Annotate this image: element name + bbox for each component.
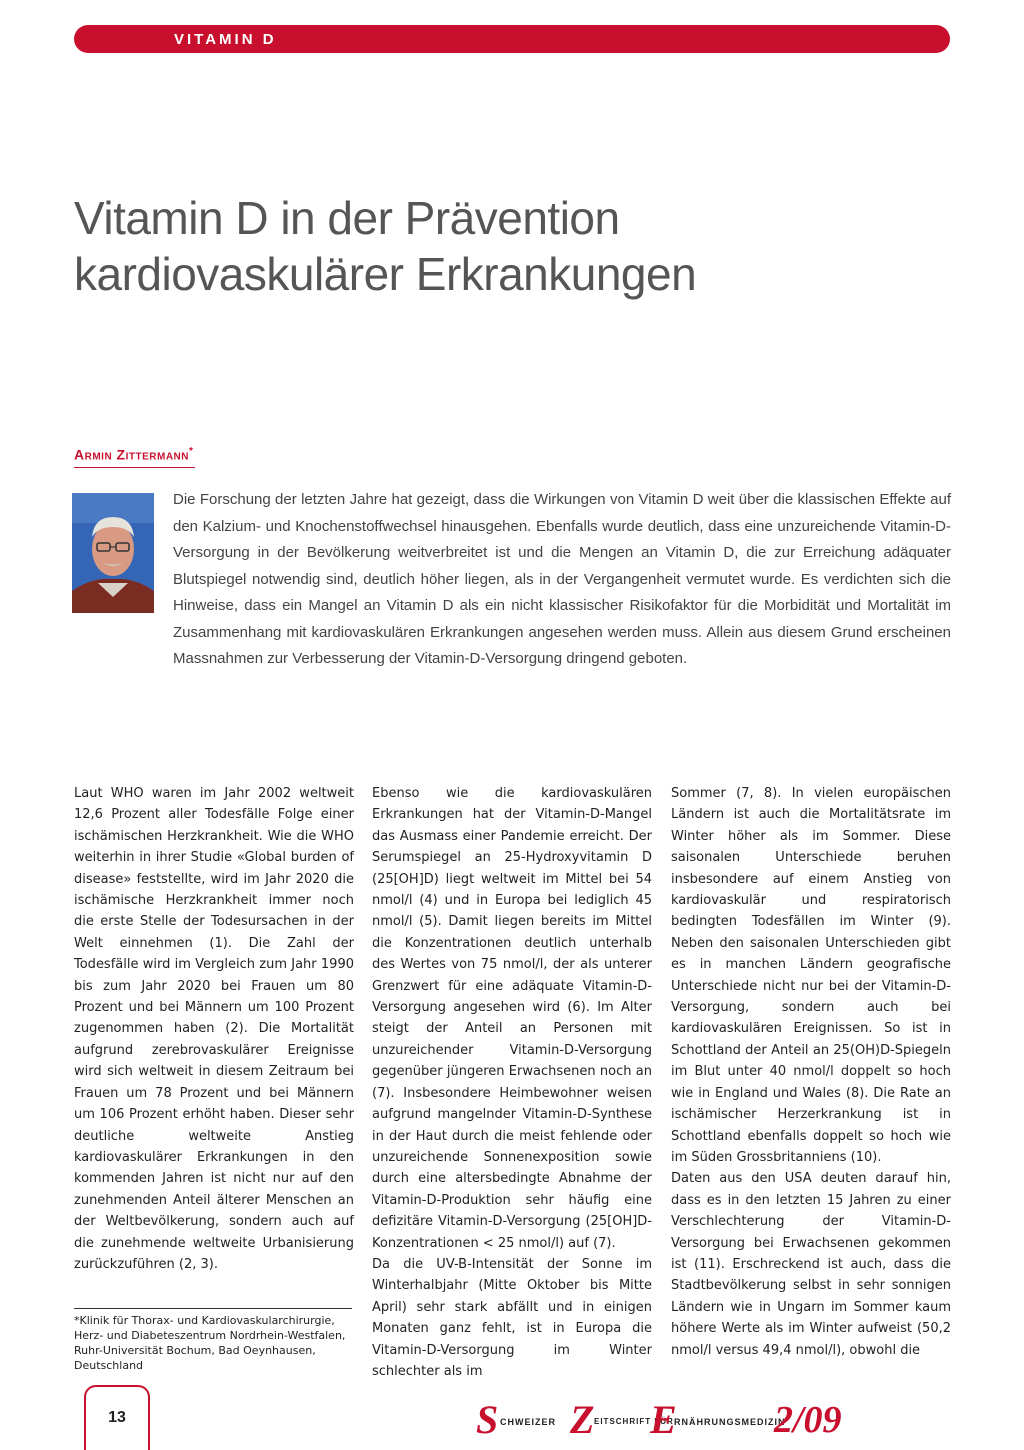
article-title [74,190,974,302]
title-line-1: Vitamin D in der Prävention [74,192,620,244]
journal-letter-s: S [476,1397,499,1442]
body-paragraph: Daten aus den USA deuten darauf hin, dass es in den letzten 15 Jahren zu einer Verschlechterung der Vitamin-D-Versorgung bei Erwachsenen gekommen ist (11). Erschreckend ist auch, dass die Stadtbevölkerung selbst in sehr sonnigen Ländern wie in Ungarn im Sommer kaum höhere Werte als im Winter aufweist (50,2 nmol/l versus 49,4 nmol/l), obwohl die [671,1171,951,1358]
body-paragraph: Laut WHO waren im Jahr 2002 weltweit 12,6 Prozent aller Todesfälle Folge einer ischämischen Herzkrankheit. Wie die WHO weiterhin in ihrer Studie «Global burden of disease» feststellte, wird im Jahr 2020 die ischämische Herzkrankheit immer noch die erste Stelle der Todesursachen in der Welt einnehmen (1). Die Zahl der Todesfälle wird im Vergleich zum Jahr 1990 bis zum Jahr 2020 bei Frauen um 80 Prozent und bei Männern um 100 Prozent zugenommen haben (2). Die Mortalität aufgrund zerebrovaskulärer Ereignisse wird sich weltweit in diesem Zeitraum bei Frauen um 78 Prozent und bei Männern um 106 Prozent erhöht haben. Dieser sehr deutliche weltweite Anstieg kardiovaskulärer Erkrankungen in den kommenden Jahren ist nicht nur auf den zunehmenden Anteil älterer Menschen an der Weltbevölkerung, sondern auch auf die zunehmende weltweite Urbanisierung zurückzuführen (2, 3). [74,786,354,1272]
journal-word-2: EITSCHRIFT FÜR [594,1417,674,1426]
journal-word-3: RNÄHRUNGSMEDIZIN [674,1417,786,1427]
page-number-box [84,1385,150,1450]
body-paragraph: Sommer (7, 8). In vielen europäischen Ländern ist auch die Mortalitätsrate im Winter höher als im Sommer. Diese saisonalen Unterschiede beruhen insbesondere auf einem Anstieg von kardiovaskulär und respiratorisch bedingten Todesfällen im Winter (9). Neben den saisonalen Unterschieden gibt es in manchen Ländern geografische Unterschiede nicht nur bei der Vitamin-D-Versorgung, sondern auch bei kardiovaskulären Ereignissen. So ist in Schottland der Anteil an 25(OH)D-Spiegeln im Blut unter 40 nmol/l doppelt so hoch wie in England und Wales (8). Die Rate an ischämischer Herzerkrankung ist in Schottland ebenfalls doppelt so hoch wie im Süden Grossbritanniens (10). [671,786,951,1165]
journal-logo [476,1398,956,1444]
journal-issue: 2/09 [774,1399,842,1441]
journal-letter-z: Z [570,1397,595,1442]
body-column-2 [372,783,652,1382]
author-footnote-mark: * [189,446,194,457]
body-paragraph: Ebenso wie die kardiovaskulären Erkrankungen hat der Vitamin-D-Mangel das Ausmass einer Pandemie erreicht. Der Serumspiegel an 25-Hydroxyvitamin D (25[OH]D) liegt weltweit im Mittel bei 54 nmol/l (4) und in Europa bei lediglich 45 nmol/l (5). Damit liegen bereits im Mittel die Konzentrationen deutlich unterhalb des Wertes von 75 nmol/l, der als unterer Grenzwert für eine adäquate Vitamin-D-Versorgung angesehen wird (6). Im Alter steigt der Anteil an Personen mit unzureichender Vitamin-D-Versorgung gegenüber jüngeren Erwachsenen noch an (7). Insbesondere Heimbewohner weisen aufgrund mangelnder Vitamin-D-Synthese in der Haut durch die meist fehlende oder unzureichende Sonnenexposition sowie durch eine altersbedingte Abnahme der Vitamin-D-Produktion sehr häufig eine defizitäre Vitamin-D-Versorgung (25[OH]D-Konzentrationen < 25 nmol/l) auf (7). [372,786,652,1251]
journal-letter-e: E [650,1397,677,1442]
author-affiliation-footnote: *Klinik für Thorax- und Kardiovaskularchirurgie, Herz- und Diabeteszentrum Nordrhein-Westfalen, Ruhr-Universität Bochum, Bad Oeynhausen, Deutschland [74,1308,352,1373]
section-header-bar [74,25,950,53]
title-line-2: kardiovaskulärer Erkrankungen [74,248,697,300]
author-name [74,446,195,468]
body-paragraph: Da die UV-B-Intensität der Sonne im Winterhalbjahr (Mitte Oktober bis Mitte April) sehr stark abfällt und in einigen Monaten ganz fehlt, ist in Europa die Vitamin-D-Versorgung im Winter schlechter als im [372,1256,652,1379]
article-abstract: Die Forschung der letzten Jahre hat gezeigt, dass die Wirkungen von Vitamin D weit über die klassischen Effekte auf den Kalzium- und Knochenstoffwechsel hinausgehen. Ebenfalls wurde deutlich, dass eine unzureichende Vitamin-D-Versorgung in der Bevölkerung weitverbreitet ist und die Mengen an Vitamin D, die zur Erreichung adäquater Blutspiegel notwendig sind, deutlich höher liegen, als in der Vergangenheit vermutet wurde. Es verdichten sich die Hinweise, dass ein Mangel an Vitamin D als ein nicht klassischer Risikofaktor für die Morbidität und Mortalität im Zusammenhang mit kardiovaskulären Erkrankungen angesehen werden muss. Allein aus diesem Grund erscheinen Massnahmen zur Verbesserung der Vitamin-D-Versorgung dringend geboten. [173,491,951,667]
journal-word-1: CHWEIZER [500,1417,556,1427]
section-label: VITAMIN D [174,31,277,48]
page-number: 13 [108,1409,126,1426]
body-column-3 [671,783,951,1361]
author-label: Armin Zittermann [74,446,189,463]
author-photo [72,493,154,613]
body-column-1 [74,783,354,1275]
author-portrait-image [72,493,154,613]
